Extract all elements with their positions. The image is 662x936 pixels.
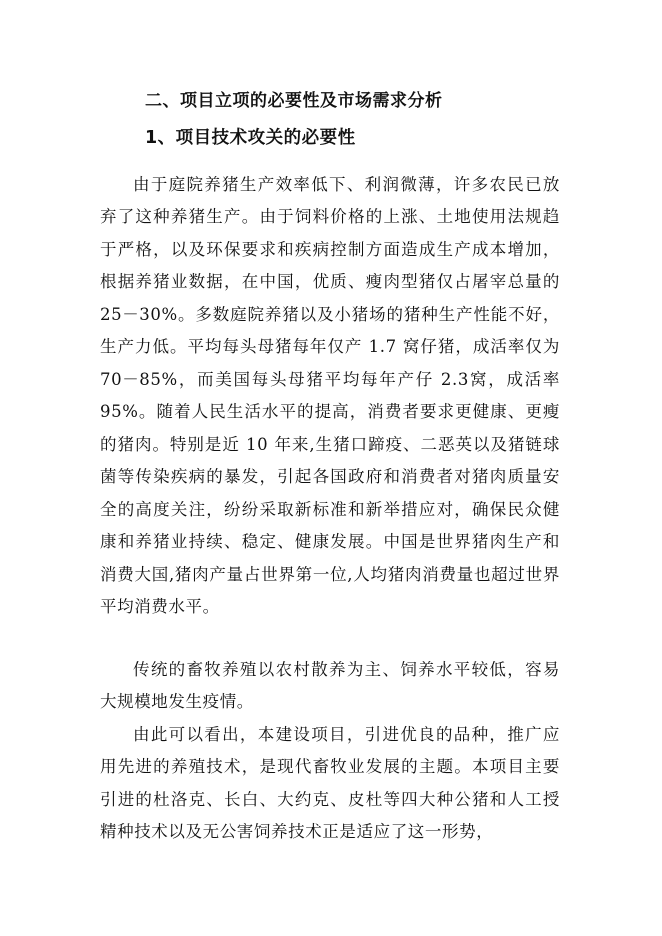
- section-heading: 二、项目立项的必要性及市场需求分析: [145, 91, 443, 111]
- subsection-heading: 1、项目技术攻关的必要性: [145, 128, 356, 148]
- body-paragraph: 传统的畜牧养殖以农村散养为主、饲养水平较低，容易大规模地发生疫情。: [100, 659, 560, 711]
- body-paragraph: 由于庭院养猪生产效率低下、利润微薄，许多农民已放弃了这种养猪生产。由于饲料价格的上涨、土地使用法规趋于严格，以及环保要求和疾病控制方面造成生产成本增加，根据养猪业数据，在中国，优质、瘦肉型猪仅占屠宰总量的 25－30%。多数庭院养猪以及小猪场的猪种生产性能不好，生产力低。平均每头母猪每年仅产 1.7 窝仔猪，成活率仅为 70－85%，而美国每头母猪平均每年产仔 2.3窝，成活率 95%。随着人民生活水平的提高，消费者要求更健康、更瘦的猪肉。特别是近 10 年来,生猪口蹄疫、二恶英以及猪链球菌等传染疾病的暴发，引起各国政府和消费者对猪肉质量安全的高度关注，纷纷采取新标准和新举措应对，确保民众健康和养猪业持续、稳定、健康发展。中国是世界猪肉生产和消费大国,猪肉产量占世界第一位,人均猪肉消费量也超过世界平均消费水平。: [100, 174, 560, 616]
- body-paragraph: 由此可以看出，本建设项目，引进优良的品种，推广应用先进的养殖技术，是现代畜牧业发展的主题。本项目主要引进的杜洛克、长白、大约克、皮杜等四大种公猪和人工授精种技术以及无公害饲养技术正是适应了这一形势，: [100, 724, 560, 841]
